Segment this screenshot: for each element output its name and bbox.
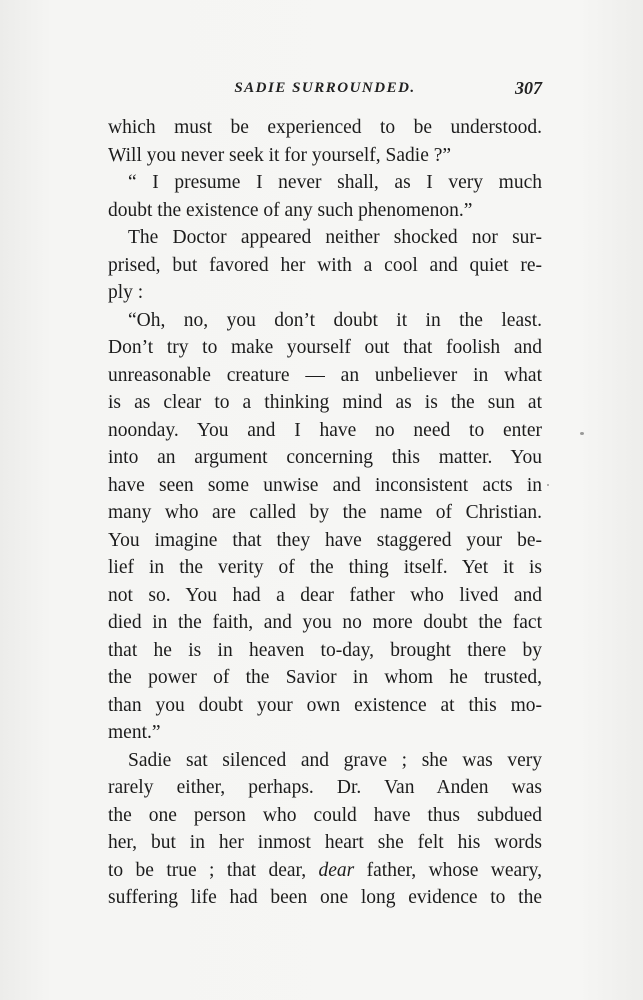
text-line: died in the faith, and you no more doubt the fact — [108, 612, 542, 633]
text-line: many who are called by the name of Christian. — [108, 502, 542, 523]
text-line: ply : — [108, 282, 144, 303]
paper-speck — [580, 432, 584, 435]
text-line: is as clear to a thinking mind as is the sun at — [108, 392, 542, 413]
text-line: You imagine that they have staggered your be- — [108, 529, 542, 551]
text-line: unreasonable creature — an unbeliever in what — [108, 364, 542, 386]
text-line: rarely either, perhaps. Dr. Van Anden was — [108, 777, 542, 798]
text-line: lief in the verity of the thing itself. Yet it is — [108, 557, 542, 578]
text-line-emphasis — [108, 857, 542, 885]
text-line: the power of the Savior in whom he trusted, — [108, 667, 542, 688]
text-line: prised, but favored her with a cool and quiet re- — [108, 254, 542, 276]
text-line: Sadie sat silenced and grave ; she was very — [128, 749, 542, 771]
text-line: Don’t try to make yourself out that foolish and — [108, 337, 542, 358]
text-line: doubt the existence of any such phenomenon.” — [108, 199, 473, 221]
text-line: the one person who could have thus subdued — [108, 804, 542, 826]
body-text — [108, 114, 542, 912]
paper-speck — [547, 484, 549, 486]
text-line: that he is in heaven to-day, brought there by — [108, 639, 542, 661]
text-line: than you doubt your own existence at this mo- — [108, 694, 542, 716]
text-segment: father, whose weary, — [366, 859, 543, 881]
text-line: ment.” — [108, 722, 161, 743]
text-line: “Oh, no, you don’t doubt it in the least. — [128, 309, 542, 331]
text-line: Will you never seek it for yourself, Sadie ?” — [108, 144, 452, 166]
text-line: noonday. You and I have no need to enter — [108, 419, 542, 441]
text-line: suffering life had been one long evidence to the — [108, 887, 542, 908]
text-line: into an argument concerning this matter. You — [108, 447, 542, 468]
text-line: which must be experienced to be understood. — [108, 117, 542, 138]
text-segment: to be true ; that dear, — [108, 859, 307, 881]
running-title: SADIE SURROUNDED. — [234, 80, 416, 96]
italic-word: dear — [318, 859, 355, 881]
text-line: not so. You had a dear father who lived and — [108, 584, 542, 606]
text-line: The Doctor appeared neither shocked nor sur- — [128, 227, 542, 248]
text-line: have seen some unwise and inconsistent acts in — [108, 474, 542, 496]
text-line: “ I presume I never shall, as I very much — [128, 172, 542, 193]
running-head — [108, 78, 542, 102]
page-number: 307 — [515, 78, 542, 98]
text-line: her, but in her inmost heart she felt his words — [108, 832, 542, 853]
